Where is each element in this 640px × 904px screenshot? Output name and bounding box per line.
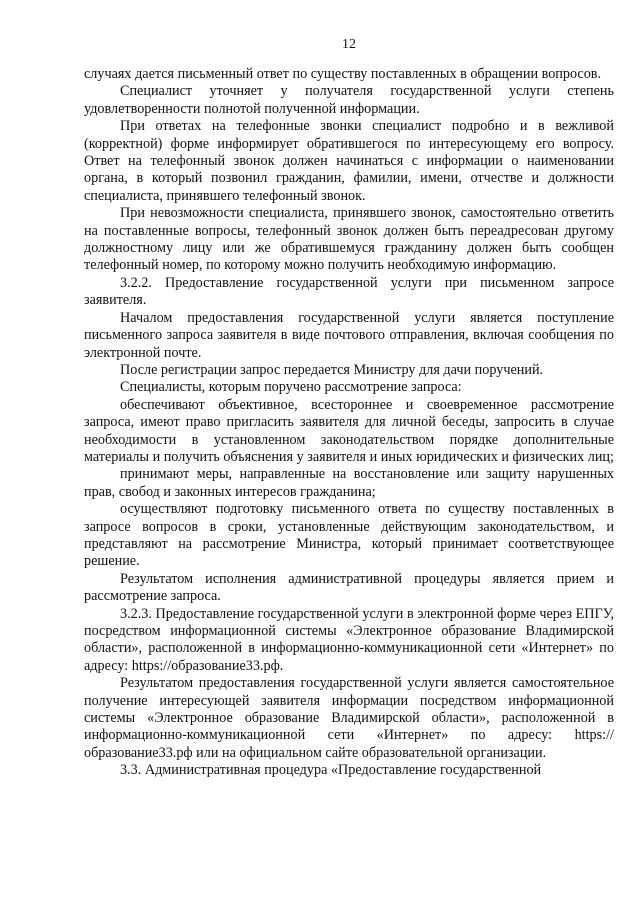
paragraph-section-3-2-3: 3.2.3. Предоставление государственной услуги в электронной форме через ЕПГУ, посредством информационной системы «Электронное образование Владимирской области», расположенной в информационно-коммуникационной сети «Интернет» по адресу: https://образование33.рф.	[84, 605, 614, 674]
paragraph-result-service: Результатом предоставления государственной услуги является самостоятельное получение интересующей заявителя информации посредством информационной системы «Электронное образование Владимирской области», расположенной в информационно-коммуникационной сети «Интернет» по адресу: https://образование33.рф или на официальном сайте образовательной организации.	[84, 675, 614, 761]
paragraph-result-procedure: Результатом исполнения административной процедуры является прием и рассмотрение запроса.	[84, 570, 614, 605]
paragraph-redirect-call: При невозможности специалиста, принявшего звонок, самостоятельно ответить на поставленные вопросы, телефонный звонок должен быть переадресован другому должностному лицу или же обратившемуся гражданину должен быть сообщен телефонный номер, по которому можно получить необходимую информацию.	[84, 205, 614, 274]
paragraph-section-3-2-2: 3.2.2. Предоставление государственной услуги при письменном запросе заявителя.	[84, 274, 614, 309]
paragraph-start-of-service: Началом предоставления государственной услуги является поступление письменного запроса заявителя в виде почтового отправления, включая сообщения по электронной почте.	[84, 309, 614, 361]
paragraph-registration: После регистрации запрос передается Министру для дачи поручений.	[120, 361, 544, 378]
page-number: 12	[342, 37, 356, 52]
paragraph-satisfaction: Специалист уточняет у получателя государственной услуги степень удовлетворенности полнотой полученной информации.	[84, 83, 614, 117]
paragraph-specialists: Специалисты, которым поручено рассмотрение запроса:	[120, 379, 462, 396]
paragraph-ensure-review: обеспечивают объективное, всестороннее и своевременное рассмотрение запроса, имеют право пригласить заявителя для личной беседы, запросить в случае необходимости в установленном законодательством порядке дополнительные материалы и получить объяснения у заявителя и иных юридических и физических лиц;	[84, 396, 614, 465]
paragraph-phone-answers: При ответах на телефонные звонки специалист подробно и в вежливой (корректной) форме информирует обратившегося по интересующему его вопросу. Ответ на телефонный звонок должен начинаться с информации о наименовании органа, в который позвонил гражданин, фамилии, имени, отчестве и должности специалиста, принявшего телефонный звонок.	[84, 118, 614, 204]
paragraph-section-3-3: 3.3. Административная процедура «Предоставление государственной	[120, 762, 542, 779]
paragraph-continuation: случаях дается письменный ответ по существу поставленных в обращении вопросов.	[84, 66, 602, 82]
paragraph-prepare-answer: осуществляют подготовку письменного ответа по существу поставленных в запросе вопросов в сроки, установленные действующим законодательством, и представляют на рассмотрение Министра, который принимает соответствующее решение.	[84, 501, 614, 570]
paragraph-take-measures: принимают меры, направленные на восстановление или защиту нарушенных прав, свобод и законных интересов гражданина;	[84, 466, 614, 500]
